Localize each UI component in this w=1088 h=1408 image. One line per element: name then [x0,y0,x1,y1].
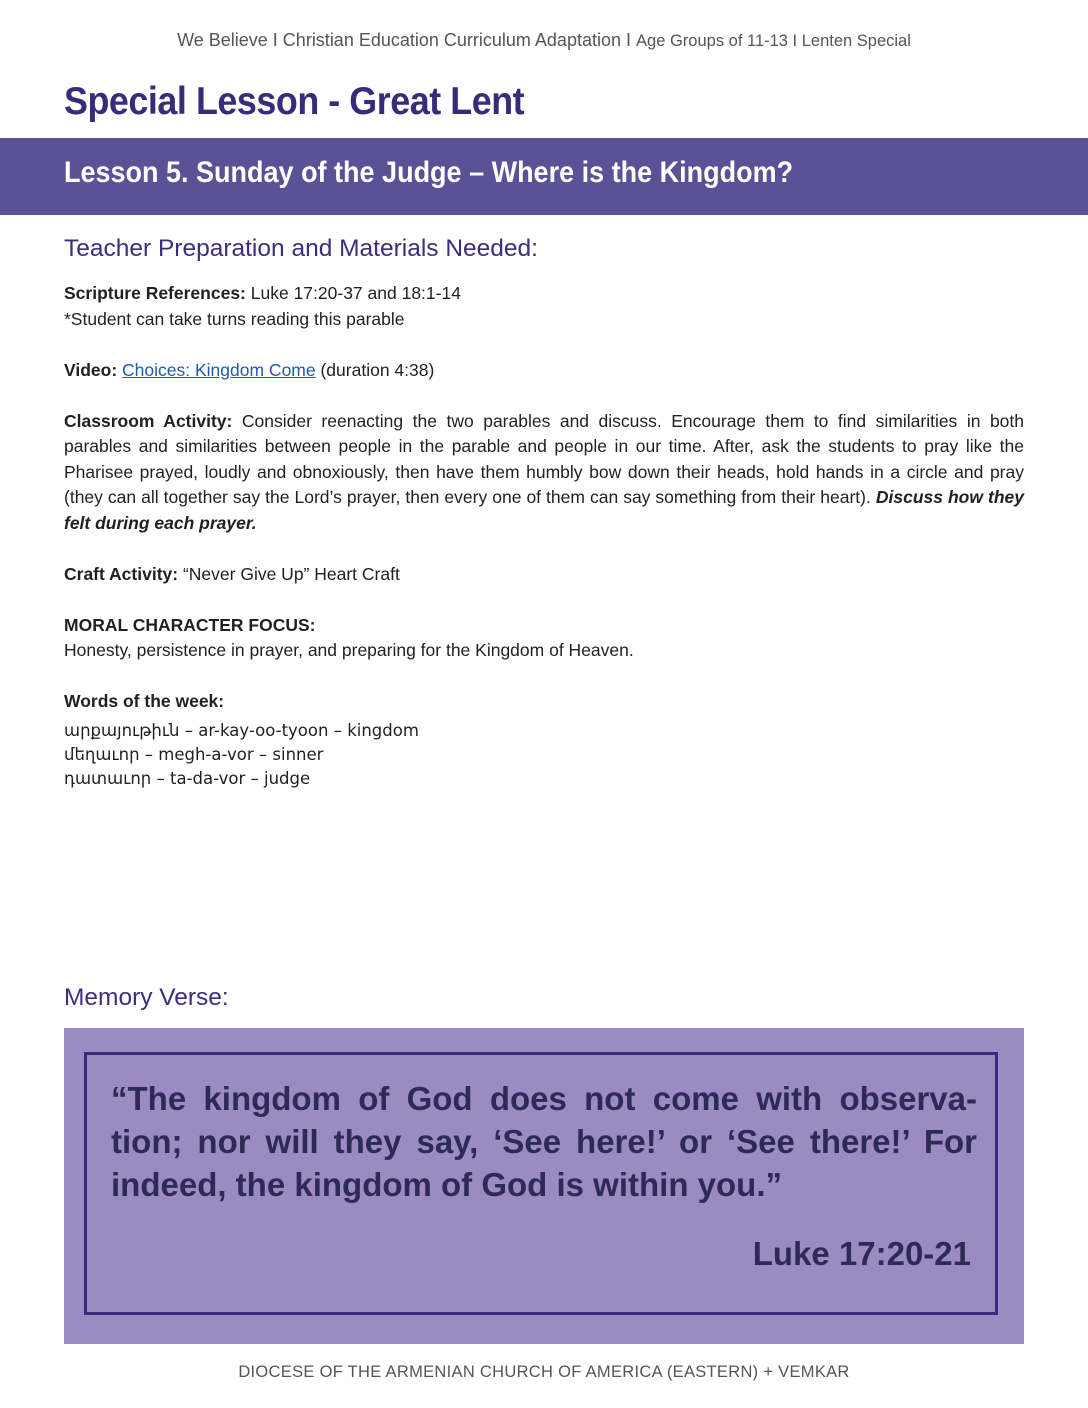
lesson-title: Lesson 5. Sunday of the Judge – Where is the Kingdom? [64,156,794,189]
scripture-value: Luke 17:20-37 and 18:1-14 [250,283,461,303]
memory-verse-heading: Memory Verse: [64,984,229,1011]
video-link[interactable]: Choices: Kingdom Come [122,359,316,380]
video-duration: (duration 4:38) [320,359,435,380]
craft-label: Craft Activity: [64,563,179,584]
moral-focus-label: MORAL CHARACTER FOCUS: [64,614,316,635]
classroom-activity [64,409,1024,537]
memory-verse-reference: Luke 17:20-21 [752,1235,971,1272]
word-item: մեղաւոր – megh-a-vor – sinner [64,744,324,764]
classroom-text: Consider reenacting the two parables and discuss. Encourage them to find similarities in both parables and similarities between people in the parable and people in our time. After, ask the students to pray like the Pharisee prayed, loudly and obnoxiously, then have them humbly bow down their heads, hold hands in a circle and pray (they can all together say the Lord’s prayer, then every one of them can say something from their heart). [64,410,1024,507]
running-header-tail: Age Groups of 11-13 I Lenten Special [636,32,911,50]
memory-verse-frame [84,1052,998,1315]
word-item: արքայութիւն – ar-kay-oo-tyoon – kingdom [64,720,419,740]
running-header [0,30,1088,51]
lesson-details [64,281,1024,791]
video-label: Video: [64,359,118,380]
classroom-label: Classroom Activity: [64,410,233,431]
moral-focus-value: Honesty, persistence in prayer, and preparing for the Kingdom of Heaven. [64,640,634,660]
craft-value: “Never Give Up” Heart Craft [182,563,400,584]
page-footer: DIOCESE OF THE ARMENIAN CHURCH OF AMERICA (EASTERN) + VEMKAR [238,1363,850,1381]
teacher-preparation-heading: Teacher Preparation and Materials Needed: [64,235,538,262]
words-of-week-list [64,719,1024,791]
running-header-main: We Believe I Christian Education Curriculum Adaptation I [177,30,631,50]
classroom-emphasis: Discuss how they felt during each prayer. [64,487,1024,533]
scripture-label: Scripture References: [64,283,246,303]
word-item: դատաւոր – ta-da-vor – judge [64,768,311,788]
video-line [64,358,1024,384]
words-of-week-label: Words of the week: [64,691,225,711]
scripture-references [64,281,1024,307]
memory-verse-text: “The kingdom of God does not come with observa-tion; nor will they say, ‘See here!’ or ‘See there!’ For indeed, the kingdom of God is within you.” [111,1080,977,1203]
memory-verse-box [64,1028,1024,1344]
scripture-note: *Student can take turns reading this parable [64,308,405,329]
page-title: Special Lesson - Great Lent [64,80,525,123]
craft-activity [64,562,1024,588]
